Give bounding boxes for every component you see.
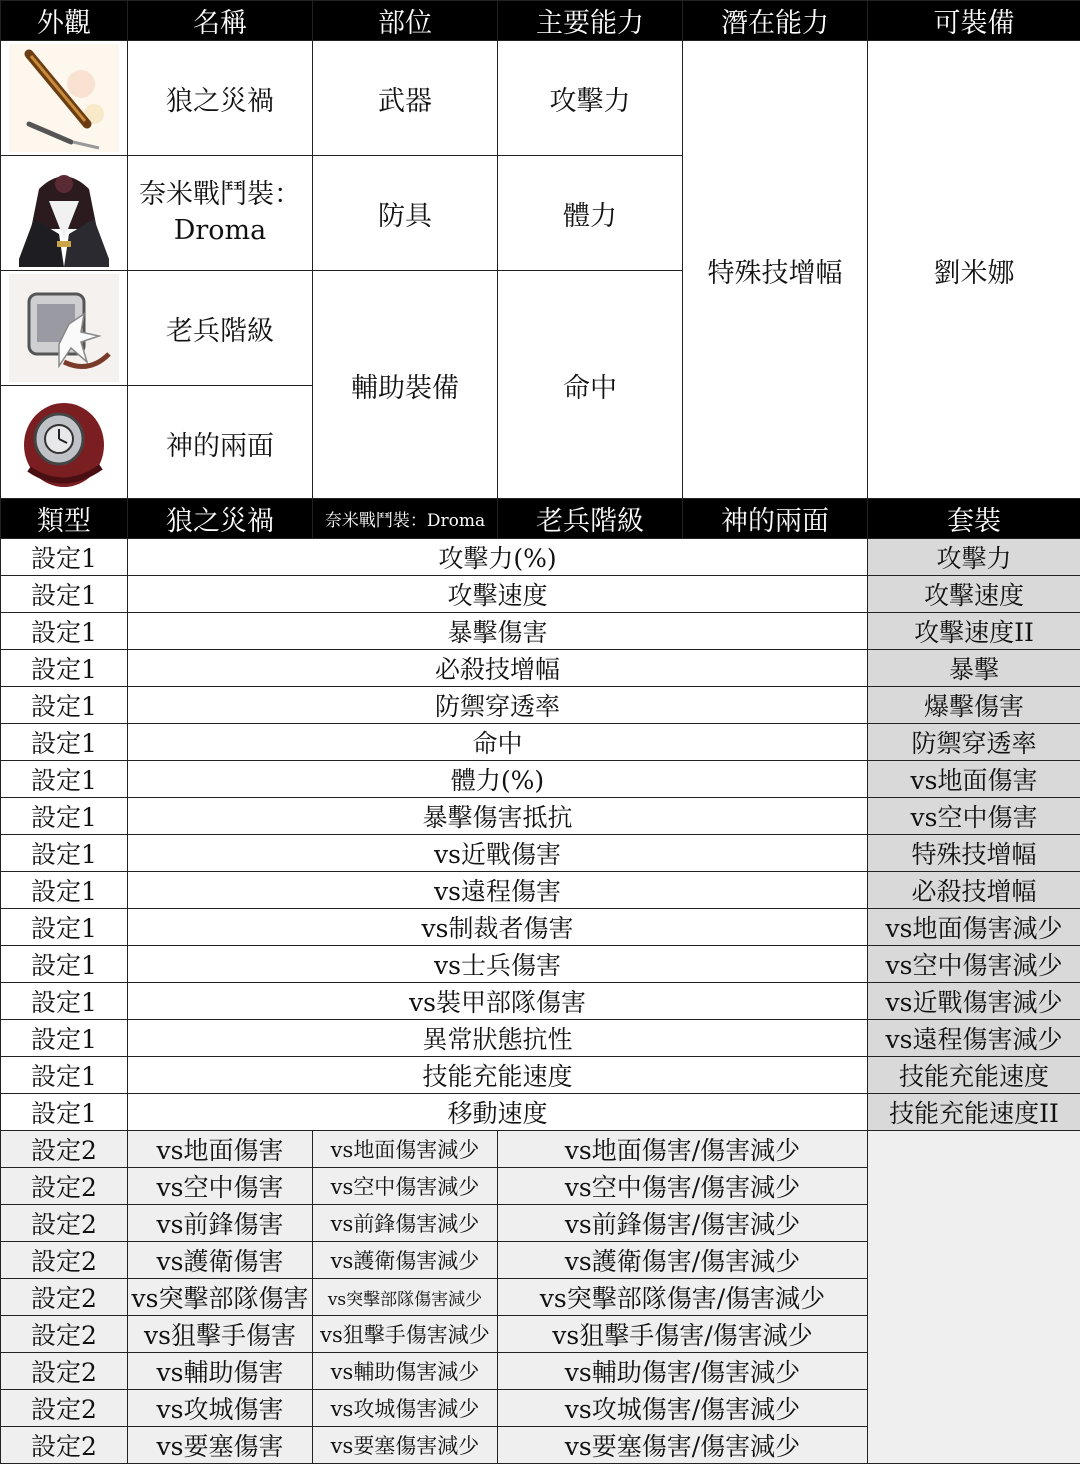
set-option: 攻擊速度: [868, 576, 1080, 613]
item-name: 神的兩面: [128, 386, 313, 501]
item-part: 輔助裝備: [313, 271, 498, 501]
header-type: 類型: [1, 499, 128, 539]
option-type: 設定1: [1, 576, 128, 613]
option-name: 移動速度: [128, 1094, 868, 1131]
option-type: 設定2: [1, 1279, 128, 1316]
option-name: 命中: [128, 724, 868, 761]
aux-option: vs突擊部隊傷害/傷害減少: [498, 1279, 868, 1316]
option-type: 設定1: [1, 761, 128, 798]
option-type: 設定2: [1, 1242, 128, 1279]
header-two-faces: 神的兩面: [683, 499, 868, 539]
aux-option: vs護衛傷害/傷害減少: [498, 1242, 868, 1279]
header-appearance: 外觀: [1, 1, 128, 41]
option-name: vs遠程傷害: [128, 872, 868, 909]
armor-option: vs前鋒傷害減少: [313, 1205, 498, 1242]
item-name-line1: 奈米戰鬥裝：: [128, 177, 312, 213]
item-main-ability: 體力: [498, 156, 683, 271]
set-option: 特殊技增幅: [868, 835, 1080, 872]
option-row-set1: [1, 983, 1080, 1020]
aux-option: vs前鋒傷害/傷害減少: [498, 1205, 868, 1242]
set-option: vs地面傷害減少: [868, 909, 1080, 946]
item-name: 老兵階級: [128, 271, 313, 386]
set-option: 暴擊: [868, 650, 1080, 687]
weapon-option: vs護衛傷害: [128, 1242, 313, 1279]
option-row-set1: [1, 724, 1080, 761]
option-name: 體力(%): [128, 761, 868, 798]
set-option: vs地面傷害: [868, 761, 1080, 798]
item-part: 武器: [313, 41, 498, 156]
option-type: 設定1: [1, 872, 128, 909]
badge-device-icon: [9, 274, 119, 382]
option-name: 暴擊傷害: [128, 613, 868, 650]
weapon-option: vs攻城傷害: [128, 1390, 313, 1427]
set-option: 防禦穿透率: [868, 724, 1080, 761]
armor-option: vs地面傷害減少: [313, 1131, 498, 1168]
armor-option: vs攻城傷害減少: [313, 1390, 498, 1427]
armor-option: vs空中傷害減少: [313, 1168, 498, 1205]
option-type: 設定1: [1, 1094, 128, 1131]
set-option: 攻擊速度II: [868, 613, 1080, 650]
option-type: 設定2: [1, 1205, 128, 1242]
option-type: 設定2: [1, 1353, 128, 1390]
item-image-cell: [1, 41, 128, 156]
item-potential-ability: 特殊技增幅: [683, 41, 868, 501]
option-name: vs制裁者傷害: [128, 909, 868, 946]
options-body: [1, 539, 1080, 1464]
armor-option: vs狙擊手傷害減少: [313, 1316, 498, 1353]
set-option: vs空中傷害: [868, 798, 1080, 835]
weapon-option: vs狙擊手傷害: [128, 1316, 313, 1353]
options-header-row: [1, 499, 1080, 539]
option-row-set1: [1, 1094, 1080, 1131]
set-option: 爆擊傷害: [868, 687, 1080, 724]
item-main-ability: 攻擊力: [498, 41, 683, 156]
set-option: 攻擊力: [868, 539, 1080, 576]
option-name: 暴擊傷害抵抗: [128, 798, 868, 835]
option-type: 設定1: [1, 798, 128, 835]
option-row-set1: [1, 798, 1080, 835]
weapon-option: vs突擊部隊傷害: [128, 1279, 313, 1316]
item-equippable: 劉米娜: [868, 41, 1080, 501]
aux-option: vs地面傷害/傷害減少: [498, 1131, 868, 1168]
equipment-table: [0, 0, 1080, 501]
set-option: 必殺技增幅: [868, 872, 1080, 909]
option-row-set1: [1, 687, 1080, 724]
option-name: 攻擊力(%): [128, 539, 868, 576]
item-image-cell: [1, 386, 128, 501]
armor-option: vs護衛傷害減少: [313, 1242, 498, 1279]
option-row-set1: [1, 1020, 1080, 1057]
option-type: 設定1: [1, 983, 128, 1020]
option-type: 設定1: [1, 687, 128, 724]
aux-option: vs要塞傷害/傷害減少: [498, 1427, 868, 1464]
option-row-set1: [1, 946, 1080, 983]
set-option: vs空中傷害減少: [868, 946, 1080, 983]
header-equippable: 可裝備: [868, 1, 1080, 41]
item-name: [128, 156, 313, 271]
item-main-ability: 命中: [498, 271, 683, 501]
option-row-set1: [1, 1057, 1080, 1094]
weapon-option: vs空中傷害: [128, 1168, 313, 1205]
option-name: 必殺技增幅: [128, 650, 868, 687]
option-type: 設定2: [1, 1168, 128, 1205]
option-type: 設定2: [1, 1316, 128, 1353]
armor-option: vs要塞傷害減少: [313, 1427, 498, 1464]
option-type: 設定2: [1, 1390, 128, 1427]
option-row-set1: [1, 613, 1080, 650]
armor-option: vs輔助傷害減少: [313, 1353, 498, 1390]
option-row-set1: [1, 650, 1080, 687]
aux-option: vs輔助傷害/傷害減少: [498, 1353, 868, 1390]
item-image-cell: [1, 156, 128, 271]
option-type: 設定1: [1, 613, 128, 650]
option-name: 技能充能速度: [128, 1057, 868, 1094]
option-name: 防禦穿透率: [128, 687, 868, 724]
header-name: 名稱: [128, 1, 313, 41]
set-option: 技能充能速度: [868, 1057, 1080, 1094]
options-table: [0, 498, 1080, 1464]
option-name: vs近戰傷害: [128, 835, 868, 872]
set-option: 技能充能速度II: [868, 1094, 1080, 1131]
option-row-set1: [1, 872, 1080, 909]
equipment-header-row: [1, 1, 1080, 41]
header-part: 部位: [313, 1, 498, 41]
weapon-option: vs輔助傷害: [128, 1353, 313, 1390]
option-name: 異常狀態抗性: [128, 1020, 868, 1057]
option-row-set2: [1, 1131, 1080, 1168]
header-set: 套裝: [868, 499, 1080, 539]
option-row-set1: [1, 539, 1080, 576]
option-name: 攻擊速度: [128, 576, 868, 613]
set-option: vs近戰傷害減少: [868, 983, 1080, 1020]
header-potential-ability: 潛在能力: [683, 1, 868, 41]
option-row-set1: [1, 835, 1080, 872]
aux-option: vs空中傷害/傷害減少: [498, 1168, 868, 1205]
option-type: 設定1: [1, 650, 128, 687]
weapon-option: vs要塞傷害: [128, 1427, 313, 1464]
option-type: 設定1: [1, 946, 128, 983]
header-weapon: 狼之災禍: [128, 499, 313, 539]
item-part: 防具: [313, 156, 498, 271]
sword-icon: [9, 44, 119, 152]
weapon-option: vs地面傷害: [128, 1131, 313, 1168]
item-image-cell: [1, 271, 128, 386]
option-type: 設定2: [1, 1131, 128, 1168]
option-row-set1: [1, 576, 1080, 613]
red-watch-icon: [9, 389, 119, 497]
aux-option: vs攻城傷害/傷害減少: [498, 1390, 868, 1427]
weapon-option: vs前鋒傷害: [128, 1205, 313, 1242]
option-row-set1: [1, 909, 1080, 946]
option-type: 設定1: [1, 539, 128, 576]
option-type: 設定1: [1, 724, 128, 761]
item-name-line2: Droma: [128, 213, 312, 249]
option-type: 設定1: [1, 1020, 128, 1057]
header-armor: 奈米戰鬥裝：Droma: [313, 499, 498, 539]
item-name: 狼之災禍: [128, 41, 313, 156]
option-type: 設定1: [1, 909, 128, 946]
equipment-row: [1, 41, 1080, 156]
header-veteran: 老兵階級: [498, 499, 683, 539]
armor-option: vs突擊部隊傷害減少: [313, 1279, 498, 1316]
option-type: 設定1: [1, 1057, 128, 1094]
aux-option: vs狙擊手傷害/傷害減少: [498, 1316, 868, 1353]
armor-suit-icon: [9, 159, 119, 267]
option-type: 設定2: [1, 1427, 128, 1464]
option-name: vs士兵傷害: [128, 946, 868, 983]
set-option: vs遠程傷害減少: [868, 1020, 1080, 1057]
set-empty-cell: [868, 1131, 1080, 1464]
option-row-set1: [1, 761, 1080, 798]
option-name: vs裝甲部隊傷害: [128, 983, 868, 1020]
option-type: 設定1: [1, 835, 128, 872]
header-main-ability: 主要能力: [498, 1, 683, 41]
